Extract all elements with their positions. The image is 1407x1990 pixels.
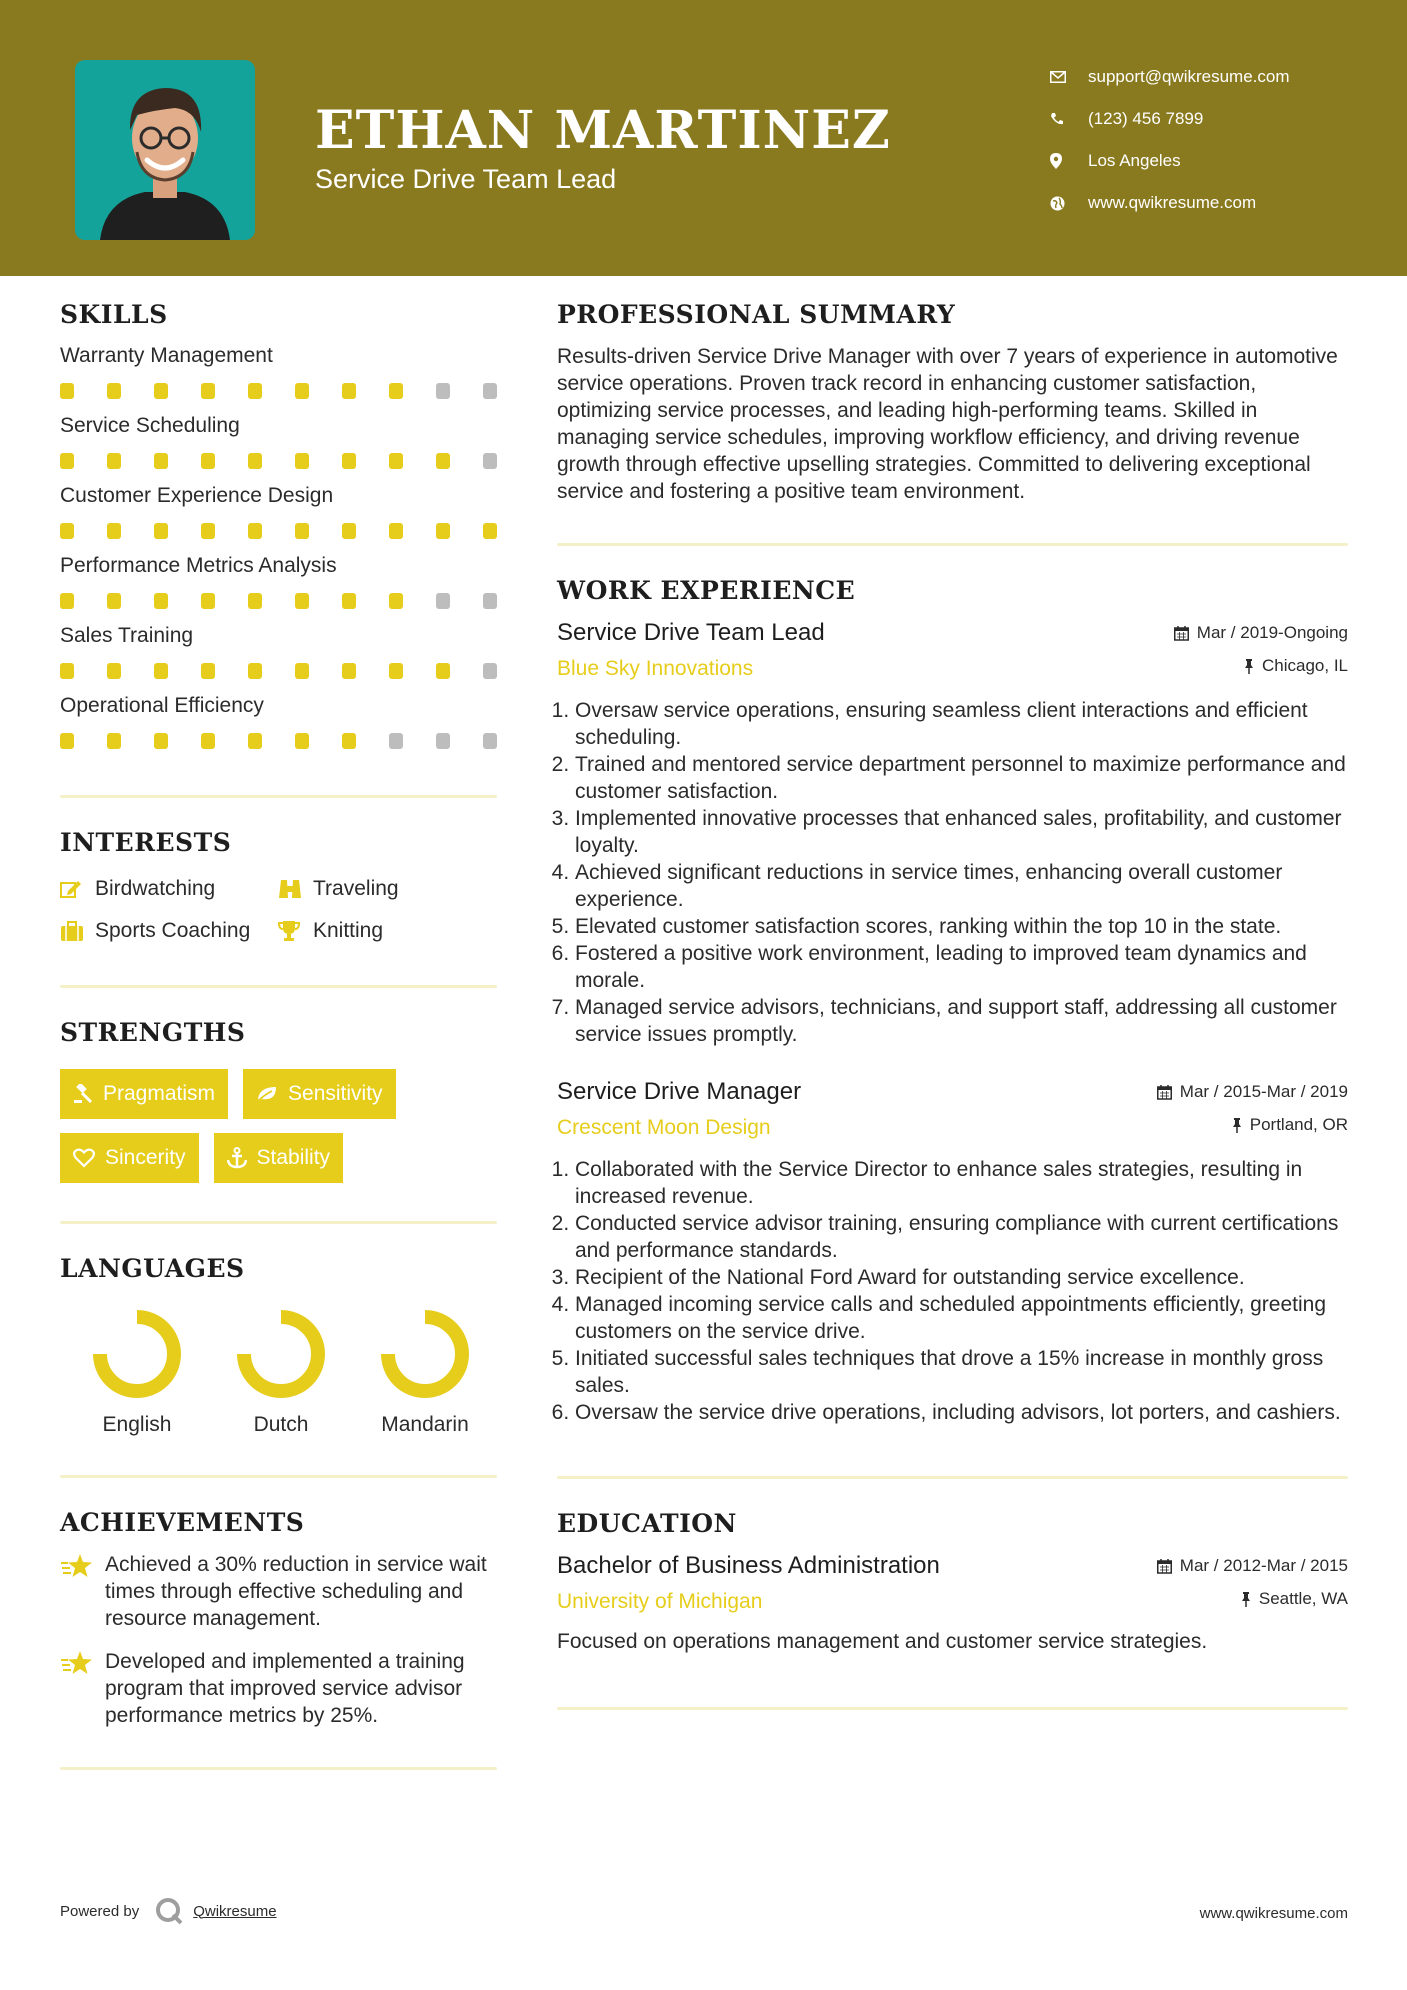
job-bullet: 5. Elevated customer satisfaction scores, ranking within the top 10 in the state. bbox=[575, 913, 1348, 940]
rating-dot bbox=[201, 593, 215, 609]
heart-icon bbox=[73, 1148, 95, 1168]
resume-header bbox=[0, 0, 1407, 276]
section-divider bbox=[557, 1476, 1348, 1479]
powered-by bbox=[60, 1897, 277, 1925]
section-divider bbox=[60, 1767, 497, 1770]
strength-chip bbox=[60, 1069, 228, 1119]
interest-item bbox=[60, 877, 278, 901]
rating-dot bbox=[107, 593, 121, 609]
achievements-section bbox=[60, 1508, 497, 1770]
gavel-icon bbox=[73, 1084, 93, 1104]
job-location-text: Chicago, IL bbox=[1262, 656, 1348, 675]
section-divider bbox=[60, 1221, 497, 1224]
skill-item bbox=[60, 624, 497, 679]
summary-text: Results-driven Service Drive Manager with over 7 years of experience in automotive service operations. Proven track record in enhancing customer satisfaction, optimizing service processes, and leading high-performing teams. Skilled in managing service schedules, improving workflow efficiency, and driving revenue growth through effective upselling strategies. Committed to delivering exceptional service and fostering a positive team environment. bbox=[557, 345, 1338, 503]
shooting-star-icon bbox=[60, 1648, 105, 1729]
summary-section bbox=[557, 300, 1348, 546]
avatar-illustration bbox=[75, 60, 255, 240]
job-bullet: 1. Collaborated with the Service Director to enhance sales strategies, resulting in increased revenue. bbox=[575, 1156, 1348, 1210]
language-item bbox=[209, 1309, 353, 1437]
left-column bbox=[60, 300, 497, 1770]
rating-dot bbox=[60, 663, 74, 679]
strengths-section bbox=[60, 1018, 497, 1224]
contact-phone[interactable] bbox=[1050, 98, 1390, 140]
rating-dot bbox=[295, 523, 309, 539]
footer-website[interactable]: www.qwikresume.com bbox=[1199, 1905, 1348, 1922]
rating-dot bbox=[295, 383, 309, 399]
job-date-text: Mar / 2019-Ongoing bbox=[1196, 623, 1348, 642]
strengths-title: STRENGTHS bbox=[60, 1018, 246, 1047]
language-gauge bbox=[236, 1309, 326, 1399]
contact-email[interactable] bbox=[1050, 56, 1390, 98]
rating-dot bbox=[60, 593, 74, 609]
rating-dot bbox=[107, 453, 121, 469]
achievement-text: Achieved a 30% reduction in service wait times through effective scheduling and resource management. bbox=[105, 1553, 487, 1630]
skills-list bbox=[60, 344, 497, 749]
job-company: Crescent Moon Design bbox=[557, 1116, 771, 1139]
section-divider bbox=[60, 985, 497, 988]
rating-dot bbox=[389, 523, 403, 539]
rating-dot bbox=[107, 523, 121, 539]
job-entry bbox=[557, 619, 1348, 1048]
section-divider bbox=[557, 543, 1348, 546]
rating-dot bbox=[342, 523, 356, 539]
rating-dot bbox=[201, 523, 215, 539]
job-bullets bbox=[557, 697, 1348, 1048]
rating-dot bbox=[483, 663, 497, 679]
experience-section bbox=[557, 576, 1348, 1479]
rating-dot bbox=[295, 593, 309, 609]
skill-name: Customer Experience Design bbox=[60, 484, 334, 507]
pencil-square-icon bbox=[60, 879, 95, 899]
jobs-list bbox=[557, 619, 1348, 1426]
qwikresume-logo-icon bbox=[155, 1897, 183, 1925]
skill-name: Service Scheduling bbox=[60, 414, 240, 437]
pushpin-icon bbox=[1232, 1118, 1242, 1133]
language-name: Mandarin bbox=[381, 1413, 469, 1436]
language-gauge bbox=[380, 1309, 470, 1399]
education-description: Focused on operations management and customer service strategies. bbox=[557, 1630, 1208, 1653]
rating-dot bbox=[436, 523, 450, 539]
rating-dot bbox=[483, 523, 497, 539]
job-date bbox=[1174, 623, 1348, 643]
rating-dot bbox=[436, 733, 450, 749]
rating-dot bbox=[60, 453, 74, 469]
strength-label: Sincerity bbox=[105, 1146, 186, 1169]
rating-dot bbox=[60, 523, 74, 539]
language-gauge-arc bbox=[388, 1317, 462, 1391]
skill-item bbox=[60, 344, 497, 399]
skill-item bbox=[60, 694, 497, 749]
languages-section bbox=[60, 1254, 497, 1478]
job-bullet: 2. Conducted service advisor training, ensuring compliance with current certifications and performance standards. bbox=[575, 1210, 1348, 1264]
rating-dot bbox=[342, 733, 356, 749]
job-title: Service Drive Team Lead bbox=[557, 619, 825, 646]
trophy-icon bbox=[278, 920, 313, 942]
language-gauge bbox=[92, 1309, 182, 1399]
job-company: Blue Sky Innovations bbox=[557, 657, 754, 680]
rating-dot bbox=[342, 593, 356, 609]
contact-email-text: support@qwikresume.com bbox=[1088, 67, 1290, 86]
job-bullet: 1. Oversaw service operations, ensuring seamless client interactions and efficient scheduling. bbox=[575, 697, 1348, 751]
skill-rating bbox=[60, 663, 497, 679]
strength-label: Stability bbox=[256, 1146, 331, 1169]
rating-dot bbox=[436, 663, 450, 679]
job-bullet: 2. Trained and mentored service department personnel to maximize performance and customer satisfaction. bbox=[575, 751, 1348, 805]
job-bullet: 3. Recipient of the National Ford Award for outstanding service excellence. bbox=[575, 1264, 1348, 1291]
rating-dot bbox=[154, 733, 168, 749]
contact-location bbox=[1050, 140, 1390, 182]
contact-website[interactable] bbox=[1050, 182, 1390, 224]
job-bullet: 3. Implemented innovative processes that enhanced sales, profitability, and customer loyalty. bbox=[575, 805, 1348, 859]
job-bullet: 4. Managed incoming service calls and scheduled appointments efficiently, greeting customers on the service drive. bbox=[575, 1291, 1348, 1345]
shooting-star-icon bbox=[60, 1551, 105, 1632]
rating-dot bbox=[201, 663, 215, 679]
rating-dot bbox=[248, 663, 262, 679]
strength-chip bbox=[214, 1133, 344, 1183]
job-bullet: 6. Oversaw the service drive operations, including advisors, lot porters, and cashiers. bbox=[575, 1399, 1348, 1426]
profile-photo bbox=[75, 60, 255, 240]
interest-label: Knitting bbox=[313, 919, 384, 942]
job-bullet: 6. Fostered a positive work environment, leading to improved team dynamics and morale. bbox=[575, 940, 1348, 994]
skill-name: Operational Efficiency bbox=[60, 694, 264, 717]
education-date-text: Mar / 2012-Mar / 2015 bbox=[1179, 1556, 1348, 1575]
contact-phone-text: (123) 456 7899 bbox=[1088, 109, 1204, 128]
candidate-role: Service Drive Team Lead bbox=[315, 164, 617, 194]
rating-dot bbox=[483, 593, 497, 609]
strength-chip bbox=[243, 1069, 396, 1119]
rating-dot bbox=[342, 383, 356, 399]
achievement-item bbox=[60, 1648, 497, 1729]
job-date bbox=[1157, 1082, 1348, 1102]
calendar-icon bbox=[1157, 1559, 1172, 1574]
skill-name: Performance Metrics Analysis bbox=[60, 554, 337, 577]
map-pin-icon bbox=[1050, 153, 1088, 169]
skill-item bbox=[60, 414, 497, 469]
languages-title: LANGUAGES bbox=[60, 1254, 245, 1283]
rating-dot bbox=[389, 593, 403, 609]
rating-dot bbox=[389, 733, 403, 749]
rating-dot bbox=[248, 733, 262, 749]
strength-label: Sensitivity bbox=[288, 1082, 383, 1105]
language-gauge-arc bbox=[100, 1317, 174, 1391]
interests-title: INTERESTS bbox=[60, 828, 232, 857]
skill-rating bbox=[60, 733, 497, 749]
language-item bbox=[353, 1309, 497, 1437]
skill-rating bbox=[60, 593, 497, 609]
section-divider bbox=[60, 795, 497, 798]
briefcase-icon bbox=[60, 921, 95, 941]
skill-item bbox=[60, 484, 497, 539]
achievement-text: Developed and implemented a training program that improved service advisor performance metrics by 25%. bbox=[105, 1650, 465, 1727]
job-bullet: 4. Achieved significant reductions in service times, enhancing overall customer experience. bbox=[575, 859, 1348, 913]
binoculars-icon bbox=[278, 878, 313, 900]
rating-dot bbox=[154, 383, 168, 399]
rating-dot bbox=[107, 383, 121, 399]
education-degree: Bachelor of Business Administration bbox=[557, 1552, 940, 1579]
calendar-icon bbox=[1157, 1085, 1172, 1100]
education-location-text: Seattle, WA bbox=[1258, 1589, 1348, 1608]
rating-dot bbox=[342, 453, 356, 469]
contact-website-text: www.qwikresume.com bbox=[1088, 193, 1257, 212]
rating-dot bbox=[60, 733, 74, 749]
skill-rating bbox=[60, 383, 497, 399]
skill-rating bbox=[60, 523, 497, 539]
rating-dot bbox=[248, 453, 262, 469]
rating-dot bbox=[154, 523, 168, 539]
achievement-item bbox=[60, 1551, 497, 1632]
interest-label: Birdwatching bbox=[95, 877, 216, 900]
rating-dot bbox=[389, 453, 403, 469]
interests-list bbox=[60, 877, 497, 943]
skill-rating bbox=[60, 453, 497, 469]
job-location bbox=[1244, 656, 1348, 676]
rating-dot bbox=[248, 593, 262, 609]
rating-dot bbox=[436, 593, 450, 609]
rating-dot bbox=[483, 453, 497, 469]
right-column bbox=[557, 300, 1348, 1710]
job-entry bbox=[557, 1078, 1348, 1426]
achievements-title: ACHIEVEMENTS bbox=[60, 1508, 305, 1537]
education-school: University of Michigan bbox=[557, 1590, 763, 1613]
interest-item bbox=[278, 919, 478, 943]
job-location-text: Portland, OR bbox=[1249, 1115, 1348, 1134]
anchor-icon bbox=[227, 1147, 247, 1169]
interests-section bbox=[60, 828, 497, 988]
envelope-icon bbox=[1050, 71, 1088, 83]
job-date-text: Mar / 2015-Mar / 2019 bbox=[1179, 1082, 1348, 1101]
job-bullet: 7. Managed service advisors, technicians, and support staff, addressing all customer service issues promptly. bbox=[575, 994, 1348, 1048]
language-name: English bbox=[102, 1413, 172, 1436]
rating-dot bbox=[295, 453, 309, 469]
strengths-list bbox=[60, 1069, 497, 1183]
section-divider bbox=[60, 1475, 497, 1478]
powered-by-text: Powered by bbox=[60, 1902, 140, 1920]
rating-dot bbox=[154, 663, 168, 679]
interest-item bbox=[278, 877, 478, 901]
education-location bbox=[1241, 1589, 1348, 1609]
section-divider bbox=[557, 1707, 1348, 1710]
calendar-icon bbox=[1174, 626, 1189, 641]
education-section bbox=[557, 1509, 1348, 1710]
summary-title: PROFESSIONAL SUMMARY bbox=[557, 300, 956, 329]
languages-list bbox=[65, 1309, 497, 1437]
rating-dot bbox=[342, 663, 356, 679]
education-title: EDUCATION bbox=[557, 1509, 737, 1538]
rating-dot bbox=[483, 383, 497, 399]
interest-label: Traveling bbox=[313, 877, 399, 900]
qwikresume-link[interactable]: Qwikresume bbox=[193, 1902, 277, 1920]
language-gauge-arc bbox=[244, 1317, 318, 1391]
rating-dot bbox=[60, 383, 74, 399]
rating-dot bbox=[248, 383, 262, 399]
interest-label: Sports Coaching bbox=[95, 919, 251, 942]
language-name: Dutch bbox=[253, 1413, 309, 1436]
rating-dot bbox=[107, 663, 121, 679]
job-bullet: 5. Initiated successful sales techniques that drove a 15% increase in monthly gross sales. bbox=[575, 1345, 1348, 1399]
rating-dot bbox=[201, 383, 215, 399]
job-title: Service Drive Manager bbox=[557, 1078, 802, 1105]
candidate-name: ETHAN MARTINEZ bbox=[315, 100, 891, 161]
rating-dot bbox=[107, 733, 121, 749]
pushpin-icon bbox=[1241, 1592, 1251, 1607]
rating-dot bbox=[436, 453, 450, 469]
skills-section bbox=[60, 300, 497, 798]
job-location bbox=[1232, 1115, 1348, 1135]
skill-name: Sales Training bbox=[60, 624, 194, 647]
rating-dot bbox=[483, 733, 497, 749]
rating-dot bbox=[295, 663, 309, 679]
experience-title: WORK EXPERIENCE bbox=[557, 576, 856, 605]
rating-dot bbox=[201, 733, 215, 749]
education-entry bbox=[557, 1552, 1348, 1655]
contact-location-text: Los Angeles bbox=[1088, 151, 1181, 170]
contact-list bbox=[1050, 56, 1390, 224]
rating-dot bbox=[201, 453, 215, 469]
skill-name: Warranty Management bbox=[60, 344, 273, 367]
skills-title: SKILLS bbox=[60, 300, 168, 329]
education-date bbox=[1157, 1556, 1348, 1576]
leaf-icon bbox=[256, 1085, 278, 1103]
interest-item bbox=[60, 919, 278, 943]
rating-dot bbox=[295, 733, 309, 749]
language-item bbox=[65, 1309, 209, 1437]
phone-icon bbox=[1050, 112, 1088, 126]
rating-dot bbox=[154, 453, 168, 469]
skill-item bbox=[60, 554, 497, 609]
rating-dot bbox=[389, 663, 403, 679]
globe-icon bbox=[1050, 196, 1088, 211]
rating-dot bbox=[436, 383, 450, 399]
pushpin-icon bbox=[1244, 659, 1254, 674]
job-bullets bbox=[557, 1156, 1348, 1426]
rating-dot bbox=[389, 383, 403, 399]
strength-chip bbox=[60, 1133, 199, 1183]
strength-label: Pragmatism bbox=[103, 1082, 216, 1105]
rating-dot bbox=[248, 523, 262, 539]
rating-dot bbox=[154, 593, 168, 609]
